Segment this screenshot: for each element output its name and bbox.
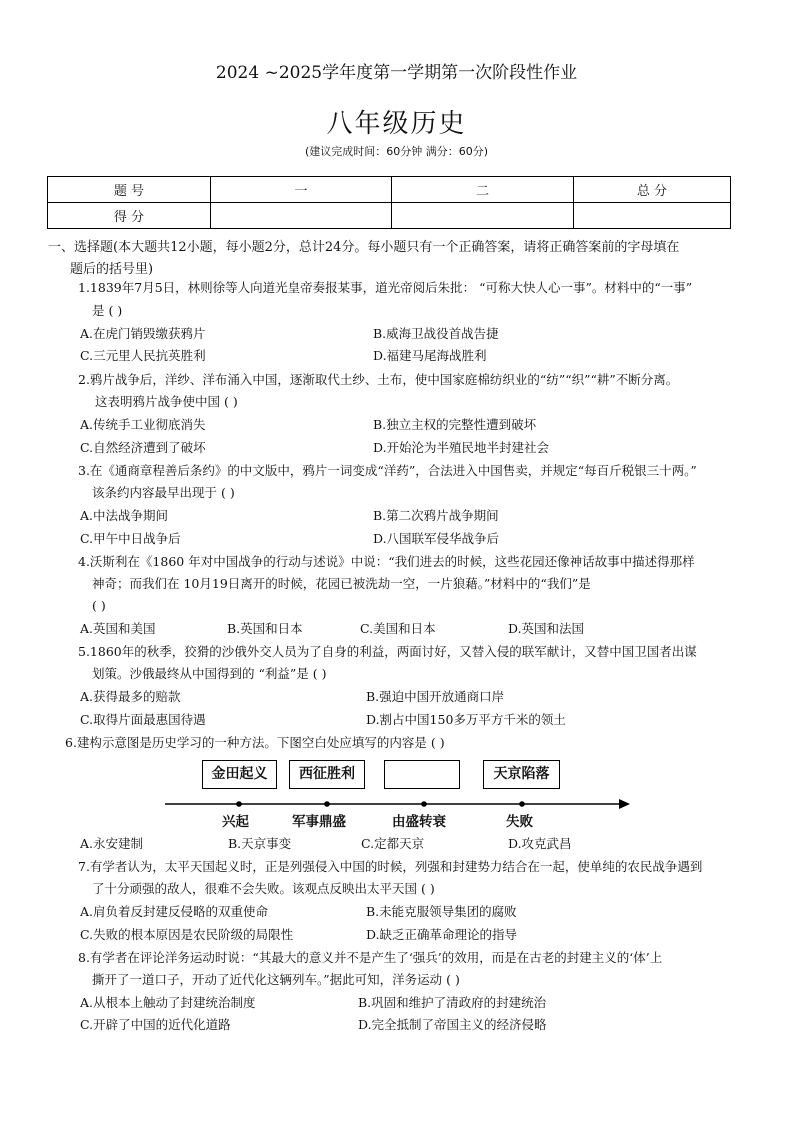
flow-box-tianjing: 天京陷落	[483, 760, 560, 789]
option[interactable]: C.三元里人民抗英胜利	[80, 348, 206, 363]
option[interactable]: D.攻克武昌	[508, 836, 572, 851]
question-stem: 这表明鸦片战争使中国 ( )	[95, 394, 238, 409]
answer-bracket[interactable]: ( )	[92, 598, 106, 613]
option[interactable]: B.巩固和维护了清政府的封建统治	[358, 995, 547, 1010]
question-stem: 了十分顽强的敌人，很难不会失败。该观点反映出太平天国 ( )	[92, 881, 435, 896]
option[interactable]: A.在虎门销毁缴获鸦片	[80, 326, 206, 341]
flow-box-jintian: 金田起义	[202, 760, 277, 789]
option[interactable]: D.割占中国150多万平方千米的领土	[366, 712, 566, 727]
score-cell: 得 分	[48, 203, 211, 229]
option[interactable]: B.天京事变	[228, 836, 292, 851]
option[interactable]: B.第二次鸦片战争期间	[373, 508, 499, 523]
option[interactable]: D.英国和法国	[508, 621, 585, 636]
score-cell: 题 号	[48, 177, 211, 203]
option[interactable]: A.获得最多的赔款	[80, 689, 181, 704]
exam-note: (建议完成时间：60分钟 满分：60分)	[304, 145, 489, 158]
option[interactable]: B.强迫中国开放通商口岸	[366, 689, 505, 704]
question-stem: 是 ( )	[92, 303, 123, 318]
section-heading: 一、选择题(本大题共12小题，每小题2分，总计24分。每小题只有一个正确答案，请将正确答案前的字母填在	[48, 240, 680, 255]
score-cell: 一	[211, 177, 392, 203]
flow-label: 军事鼎盛	[292, 814, 346, 830]
question-stem: 神奇；而我们在 10月19日离开的时候，花园已被洗劫一空，一片狼藉。”材料中的“我们”是	[92, 576, 591, 591]
section-heading-cont: 题后的括号里)	[70, 262, 154, 277]
question-stem: 3.在《通商章程善后条约》的中文版中，鸦片一词变成“洋药”，合法进入中国售卖，并规定“每百斤税银三十两。”	[78, 463, 697, 478]
page-title: 八年级历史	[326, 109, 467, 139]
exam-header-line: 2024 ~2025学年度第一学期第一次阶段性作业	[215, 63, 578, 83]
question-stem: 划策。沙俄最终从中国得到的 “利益”是 ( )	[92, 666, 327, 681]
option[interactable]: C.定都天京	[361, 836, 425, 851]
question-stem: 6.建构示意图是历史学习的一种方法。下图空白处应填写的内容是 ( )	[65, 735, 445, 750]
question-stem: 该条约内容最早出现于 ( )	[92, 485, 235, 500]
option[interactable]: B.英国和日本	[227, 621, 303, 636]
question-stem: 5.1860年的秋季，狡猾的沙俄外交人员为了自身的利益，两面讨好，又替入侵的联军献计，又替中国卫国者出谋	[78, 644, 697, 659]
flow-label: 失败	[506, 814, 533, 830]
option[interactable]: A.中法战争期间	[80, 508, 169, 523]
score-cell: 二	[392, 177, 574, 203]
flow-box-xizheng: 西征胜利	[289, 760, 365, 789]
option[interactable]: B.威海卫战役首战告捷	[373, 326, 499, 341]
option[interactable]: B.未能克服领导集团的腐败	[366, 904, 517, 919]
option[interactable]: D.福建马尾海战胜利	[373, 348, 487, 363]
option[interactable]: A.传统手工业彻底消失	[80, 417, 206, 432]
flow-label: 兴起	[222, 814, 249, 830]
flow-label: 由盛转衰	[392, 814, 446, 830]
question-stem: 4.沃斯利在《1860 年对中国战争的行动与述说》中说：“我们进去的时候，这些花园还像神话故事中描述得那样	[78, 554, 695, 569]
option[interactable]: C.甲午中日战争后	[80, 531, 181, 546]
option[interactable]: C.自然经济遭到了破坏	[80, 440, 206, 455]
option[interactable]: D.八国联军侵华战争后	[373, 531, 500, 546]
question-stem: 1.1839年7月5日，林则徐等人向道光皇帝奏报某事，道光帝阅后朱批： “可称大快人心一事”。材料中的“一事”	[78, 280, 693, 295]
question-stem: 撕开了一道口子，开动了近代化这辆列车。”据此可知，洋务运动 ( )	[92, 972, 460, 987]
option[interactable]: C.取得片面最惠国待遇	[80, 712, 206, 727]
question-stem: 8.有学者在评论洋务运动时说：“其最大的意义并不是产生了‘强兵’的效用，而是在古老的封建主义的‘体’上	[78, 950, 663, 965]
option[interactable]: C.失败的根本原因是农民阶级的局限性	[80, 927, 294, 942]
question-stem: 7.有学者认为，太平天国起义时，正是列强侵入中国的时候，列强和封建势力结合在一起，使单纯的农民战争遇到	[78, 859, 703, 874]
option[interactable]: A.肩负着反封建反侵略的双重使命	[80, 904, 269, 919]
option[interactable]: A.从根本上触动了封建统治制度	[80, 995, 256, 1010]
option[interactable]: D.完全抵制了帝国主义的经济侵略	[358, 1017, 547, 1032]
option[interactable]: C.美国和日本	[360, 621, 436, 636]
option[interactable]: C.开辟了中国的近代化道路	[80, 1017, 231, 1032]
option[interactable]: D.缺乏正确革命理论的指导	[366, 927, 518, 942]
option[interactable]: A.永安建制	[80, 836, 144, 851]
option[interactable]: D.开始沦为半殖民地半封建社会	[373, 440, 550, 455]
question-stem: 2.鸦片战争后，洋纱、洋布涌入中国，逐渐取代土纱、土布，使中国家庭棉纺织业的“纺”“织”“耕”不断分离。	[78, 372, 679, 387]
score-cell: 总 分	[574, 177, 731, 203]
option[interactable]: A.英国和美国	[80, 621, 156, 636]
option[interactable]: B.独立主权的完整性遭到破坏	[373, 417, 537, 432]
